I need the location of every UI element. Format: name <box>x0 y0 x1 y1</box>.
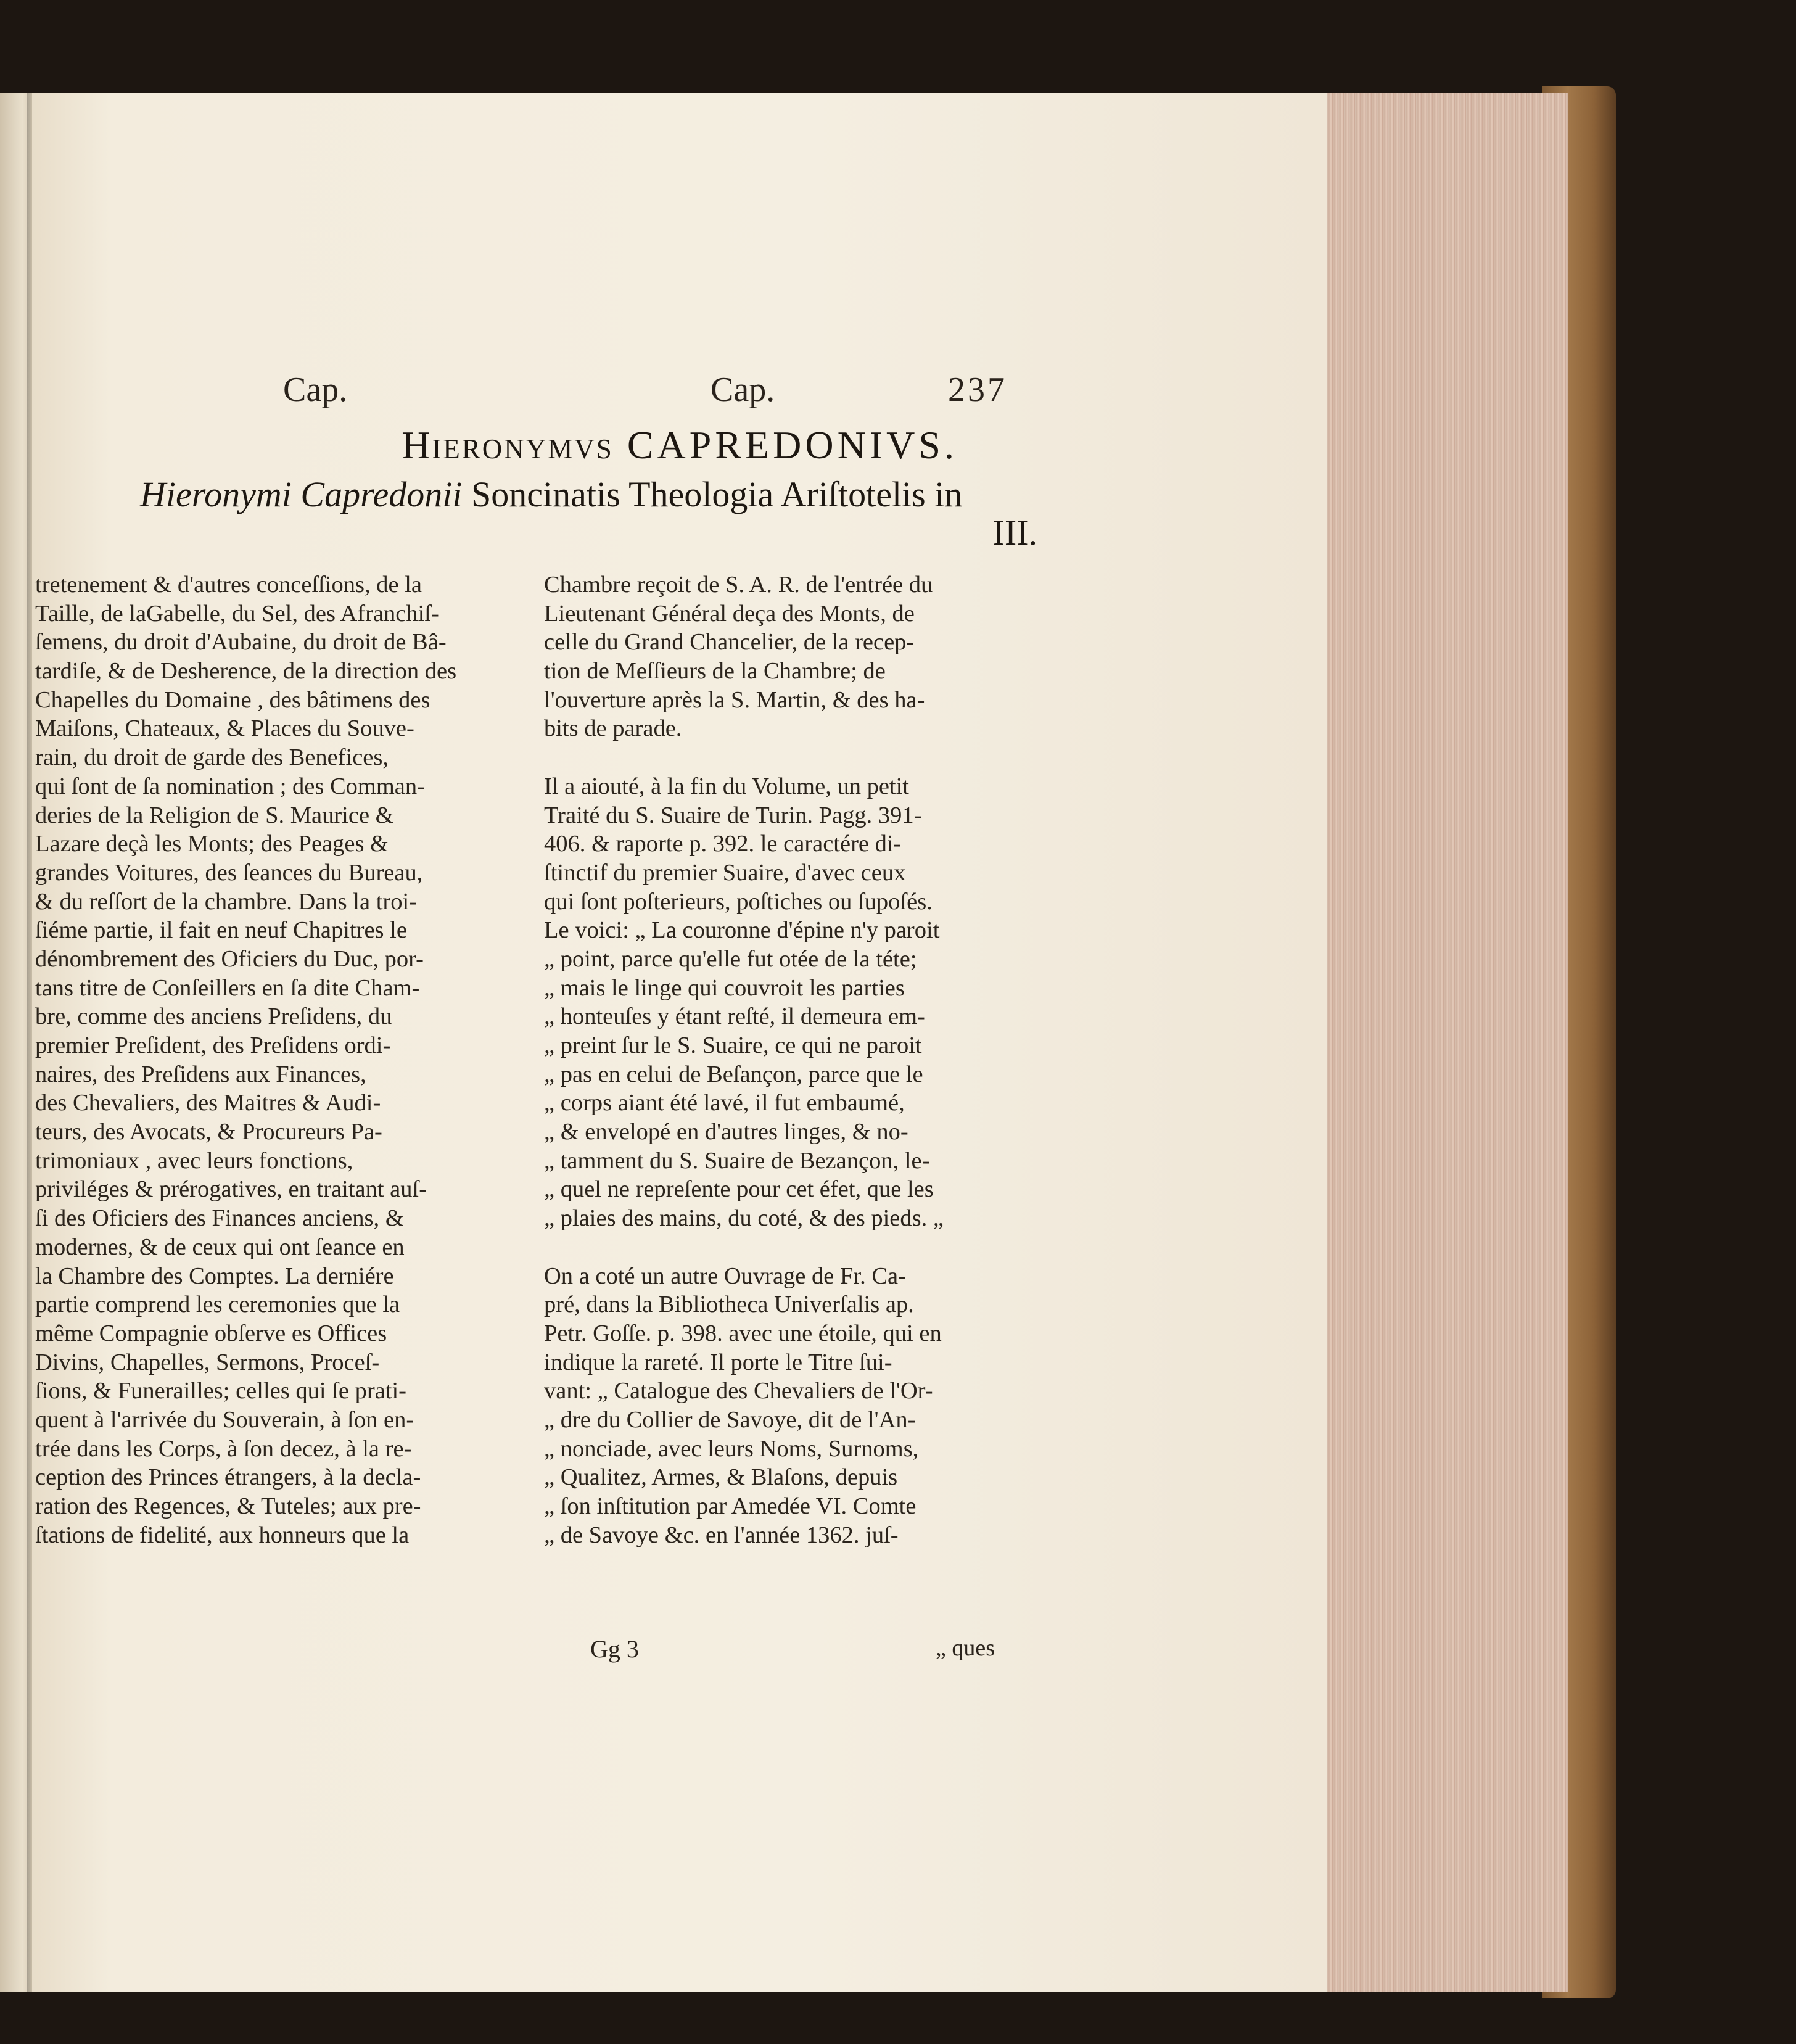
text-line: celle du Grand Chancelier, de la recep- <box>544 629 915 656</box>
text-line: modernes, & de ceux qui ont ſeance en <box>35 1234 405 1260</box>
text-line: „ honteuſes y étant reſté, il demeura em- <box>544 1003 925 1030</box>
page-number: 237 <box>948 371 1007 409</box>
text-line: bits de parade. <box>544 715 682 742</box>
text-line: Il a aiouté, à la fin du Volume, un petit <box>544 773 909 799</box>
page-edges <box>1326 93 1568 1992</box>
text-line: des Chevaliers, des Maitres & Audi- <box>35 1090 381 1116</box>
text-line: ſiéme partie, il fait en neuf Chapitres le <box>35 917 407 944</box>
text-line: ſtations de fidelité, aux honneurs que la <box>35 1522 410 1548</box>
text-line: „ nonciade, avec leurs Noms, Surnoms, <box>544 1435 919 1462</box>
text-line: „ de Savoye &c. en l'année 1362. juſ- <box>544 1522 899 1548</box>
text-line: „ mais le linge qui couvroit les parties <box>544 975 905 1001</box>
text-line: ſtinctif du premier Suaire, d'avec ceux <box>544 859 906 886</box>
text-line: „ dre du Collier de Savoye, dit de l'An- <box>544 1406 916 1433</box>
text-line: 406. & raporte p. 392. le caractére di- <box>544 831 902 857</box>
text-line: trée dans les Corps, à ſon decez, à la re- <box>35 1435 412 1462</box>
paragraph-gap <box>544 743 1025 772</box>
text-line: Maiſons, Chateaux, & Places du Souve- <box>35 715 414 742</box>
text-line: tardiſe, & de Desherence, de la direction des <box>35 658 457 685</box>
book-page <box>32 93 1327 1992</box>
text-line: Divins, Chapelles, Sermons, Proceſ- <box>35 1349 380 1375</box>
text-line: rain, du droit de garde des Benefices, <box>35 744 389 771</box>
text-line: Lazare deçà les Monts; des Peages & <box>35 831 389 857</box>
text-line: dénombrement des Oficiers du Duc, por- <box>35 946 424 972</box>
text-line: tion de Meſſieurs de la Chambre; de <box>544 658 886 685</box>
text-line: Chambre reçoit de S. A. R. de l'entrée du <box>544 572 933 598</box>
text-line: ſemens, du droit d'Aubaine, du droit de Bâ- <box>35 629 447 656</box>
text-line: „ corps aiant été lavé, il fut embaumé, <box>544 1090 905 1116</box>
text-line: ſi des Oficiers des Finances anciens, & <box>35 1205 404 1232</box>
text-line: grandes Voitures, des ſeances du Bureau, <box>35 859 423 886</box>
text-line: „ preint ſur le S. Suaire, ce qui ne paroit <box>544 1032 922 1058</box>
text-line: ſions, & Funerailles; celles qui ſe prati- <box>35 1378 406 1404</box>
author-forename: Hieronymvs <box>402 423 614 467</box>
entry-heading <box>32 422 1327 468</box>
text-line: la Chambre des Comptes. La derniére <box>35 1263 394 1289</box>
text-line: Le voici: „ La couronne d'épine n'y paroit <box>544 917 940 944</box>
text-line: „ ſon inſtitution par Amedée VI. Comte <box>544 1493 917 1519</box>
signature-mark: Gg 3 <box>590 1635 639 1663</box>
text-line: & du reſſort de la chambre. Dans la troi- <box>35 888 417 915</box>
text-line: Traité du S. Suaire de Turin. Pagg. 391- <box>544 802 922 828</box>
text-line: l'ouverture après la S. Martin, & des ha- <box>544 686 925 713</box>
text-line: deries de la Religion de S. Maurice & <box>35 802 394 828</box>
work-title-text: Soncinatis Theologia Ariſtotelis in <box>462 474 963 514</box>
text-line: tans titre de Conſeillers en ſa dite Cham- <box>35 975 420 1001</box>
text-line: naires, des Preſidens aux Finances, <box>35 1061 366 1087</box>
work-title-tail: III. <box>992 513 1037 553</box>
text-line: vant: „ Catalogue des Chevaliers de l'Or- <box>544 1378 933 1404</box>
text-line: premier Preſident, des Preſidens ordi- <box>35 1032 391 1058</box>
text-line: partie comprend les ceremonies que la <box>35 1292 400 1318</box>
text-line: „ quel ne repreſente pour cet éfet, que les <box>544 1176 934 1203</box>
text-line: bre, comme des anciens Preſidens, du <box>35 1003 392 1030</box>
right-text-column <box>544 571 1025 1549</box>
running-head-left: Cap. <box>283 371 348 409</box>
work-title <box>140 474 1034 515</box>
text-line: même Compagnie obſerve es Offices <box>35 1320 387 1346</box>
text-line: qui ſont poſterieurs, poſtiches ou ſupoſés. <box>544 888 933 915</box>
text-line: priviléges & prérogatives, en traitant auſ- <box>35 1176 427 1203</box>
text-line: ration des Regences, & Tuteles; aux pre- <box>35 1493 421 1519</box>
text-line: „ tamment du S. Suaire de Bezançon, le- <box>544 1147 930 1174</box>
text-line: quent à l'arrivée du Souverain, à ſon en- <box>35 1406 414 1433</box>
work-title-author: Hieronymi Capredonii <box>140 474 463 514</box>
running-head-center: Cap. <box>711 371 775 409</box>
text-line: „ plaies des mains, du coté, & des pieds. „ <box>544 1205 944 1232</box>
text-line: trimoniaux , avec leurs fonctions, <box>35 1147 353 1174</box>
text-line: qui ſont de ſa nomination ; des Comman- <box>35 773 425 799</box>
text-line: „ & envelopé en d'autres linges, & no- <box>544 1119 908 1145</box>
text-line: „ Qualitez, Armes, & Blaſons, depuis <box>544 1464 898 1491</box>
text-line: Lieutenant Général deça des Monts, de <box>544 600 915 627</box>
author-surname: CAPREDONIVS. <box>627 423 958 467</box>
text-line: „ point, parce qu'elle fut otée de la téte; <box>544 946 917 972</box>
text-line: teurs, des Avocats, & Procureurs Pa- <box>35 1119 382 1145</box>
text-line: Taille, de laGabelle, du Sel, des Afranchiſ- <box>35 600 439 627</box>
text-line: Chapelles du Domaine , des bâtimens des <box>35 686 430 713</box>
text-line: tretenement & d'autres conceſſions, de la <box>35 572 422 598</box>
text-line: On a coté un autre Ouvrage de Fr. Ca- <box>544 1263 906 1289</box>
text-line: pré, dans la Bibliotheca Univerſalis ap. <box>544 1292 914 1318</box>
text-line: „ pas en celui de Beſançon, parce que le <box>544 1061 923 1087</box>
text-line: indique la rareté. Il porte le Titre ſui- <box>544 1349 892 1375</box>
text-line: Petr. Goſſe. p. 398. avec une étoile, qui en <box>544 1320 942 1346</box>
paragraph-gap <box>544 1233 1025 1262</box>
text-line: ception des Princes étrangers, à la decla- <box>35 1464 421 1491</box>
left-text-column <box>35 571 516 1549</box>
running-header <box>32 370 1327 426</box>
catchword: „ ques <box>936 1635 995 1661</box>
